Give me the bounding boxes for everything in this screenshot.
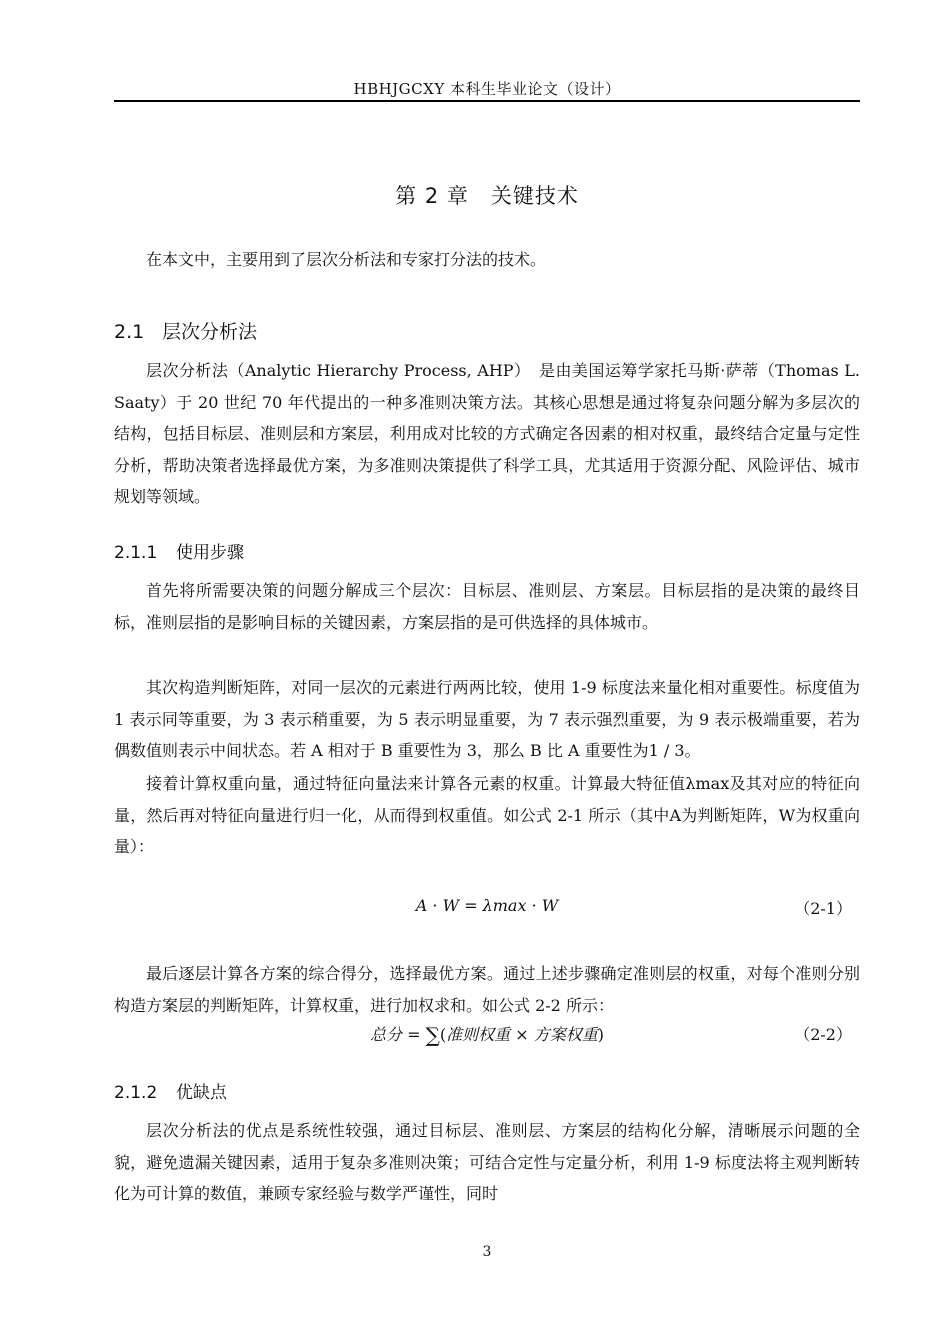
- equation-lhs: 总分 =: [370, 1025, 421, 1044]
- open-paren: (: [439, 1025, 447, 1044]
- intro-paragraph: 在本文中，主要用到了层次分析法和专家打分法的技术。: [146, 250, 547, 269]
- section-heading-2-1: [114, 317, 257, 344]
- steps-paragraph-3: 接着计算权重向量，通过特征向量法来计算各元素的权重。计算最大特征值λmax及其对应的特征向量，然后再对特征向量进行归一化，从而得到权重值。如公式 2-1 所示（其中A为判断矩阵，W为权重向量）：: [114, 774, 860, 857]
- pros-cons-paragraph: 层次分析法的优点是系统性较强，通过目标层、准则层、方案层的结构化分解，清晰展示问题的全貌，避免遗漏关键因素，适用于复杂多准则决策；可结合定性与定量分析，利用 1-9 标度法将主观判断转化为可计算的数值，兼顾专家经验与数学严谨性，同时: [114, 1121, 860, 1204]
- subsection-heading-2-1-2: [114, 1078, 227, 1103]
- close-paren: ): [597, 1025, 604, 1044]
- steps-paragraph-1: 首先将所需要决策的问题分解成三个层次：目标层、准则层、方案层。目标层指的是决策的最终目标，准则层指的是影响目标的关键因素，方案层指的是可供选择的具体城市。: [114, 581, 860, 632]
- equation-formula: A · W = λmax · W: [415, 896, 559, 915]
- equation-body: 准则权重 × 方案权重: [446, 1025, 598, 1044]
- section-title: 层次分析法: [162, 321, 258, 343]
- section-number: 2.1: [114, 321, 145, 343]
- subsection-number: 2.1.1: [114, 543, 158, 563]
- subsection-number: 2.1.2: [114, 1083, 158, 1103]
- chapter-name: 关键技术: [490, 184, 579, 208]
- page-number: 3: [482, 1244, 492, 1260]
- equation-2-1: [114, 896, 860, 926]
- equation-number: （2-1）: [794, 899, 852, 918]
- chapter-number: 第 2 章: [395, 184, 469, 208]
- steps-paragraph-4: 最后逐层计算各方案的综合得分，选择最优方案。通过上述步骤确定准则层的权重，对每个准则分别构造方案层的判断矩阵，计算权重，进行加权求和。如公式 2-2 所示：: [114, 964, 860, 1015]
- header-rule: [114, 100, 860, 102]
- sigma-symbol: ∑: [425, 1023, 440, 1047]
- ahp-definition-paragraph: 层次分析法（Analytic Hierarchy Process, AHP） 是由美国运筹学家托马斯·萨蒂（Thomas L. Saaty）于 20 世纪 70 年代提出的一种多准则决策方法。其核心思想是通过将复杂问题分解为多层次的结构，包括目标层、准则层和方案层，利用成对比较的方式确定各因素的相对权重，最终结合定量与定性分析，帮助决策者选择最优方案，为多准则决策提供了科学工具，尤其适用于资源分配、风险评估、城市规划等领域。: [114, 361, 860, 507]
- subsection-heading-2-1-1: [114, 538, 244, 563]
- steps-paragraph-2: 其次构造判断矩阵，对同一层次的元素进行两两比较，使用 1-9 标度法来量化相对重要性。标度值为 1 表示同等重要，为 3 表示稍重要，为 5 表示明显重要，为 7 表示强烈重要，为 9 表示极端重要，若为偶数值则表示中间状态。若 A 相对于 B 重要性为 3，那么 B 比 A 重要性为1 / 3。: [114, 678, 860, 761]
- equation-number: （2-2）: [794, 1025, 852, 1044]
- chapter-title: [114, 180, 860, 210]
- subsection-title: 优缺点: [176, 1083, 227, 1103]
- subsection-title: 使用步骤: [176, 543, 244, 563]
- equation-formula: [114, 1022, 860, 1047]
- equation-2-2: [114, 1022, 860, 1052]
- running-header: HBHJGCXY 本科生毕业论文（设计）: [353, 80, 621, 98]
